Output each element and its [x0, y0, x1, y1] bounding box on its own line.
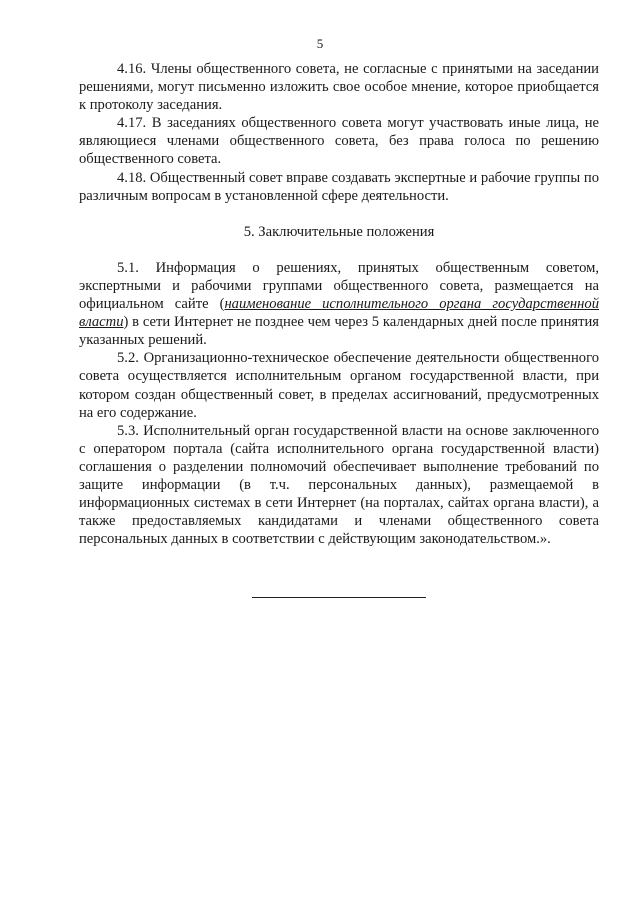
paragraph-5-2: 5.2. Организационно-техническое обеспечение деятельности общественного совета осуществляется исполнительным органом государственной власти, при котором создан общественный совет, в пределах ассигнований, предусмотренных на его содержание. [79, 350, 599, 421]
paragraph-5-1-end: ) в сети Интернет не позднее чем через 5 календарных дней после принятия указанных решений. [79, 314, 599, 349]
paragraph-5-1-start: 5.1. Информация о решениях, принятых общественным советом, экспертными и рабочими группами общественного совета, размещается на официальном сайте ( [79, 259, 599, 313]
end-divider-line [252, 597, 426, 598]
placeholder-authority-name: наименование исполнительного органа государственной власти [79, 296, 600, 331]
paragraph-4-16: 4.16. Члены общественного совета, не согласные с принятыми на заседании решениями, могут письменно изложить свое особое мнение, которое приобщается к протоколу заседания. [79, 61, 599, 114]
document-body [79, 60, 599, 548]
paragraph-4-17: 4.17. В заседаниях общественного совета могут участвовать иные лица, не являющиеся членами общественного совета, без права голоса по решению общественного совета. [79, 115, 599, 168]
paragraph-5-1 [79, 259, 599, 349]
paragraph-4-18: 4.18. Общественный совет вправе создавать экспертные и рабочие группы по различным вопросам в установленной сфере деятельности. [79, 169, 599, 204]
page-number: 5 [316, 36, 324, 51]
section-heading: 5. Заключительные положения [243, 223, 435, 240]
paragraph-5-3: 5.3. Исполнительный орган государственной власти на основе заключенного с оператором портала (сайта исполнительного органа государственной власти) соглашения о разделении полномочий обеспечивает выполнение требований по защите информации (в т.ч. персональных данных), размещаемой в информационных системах в сети Интернет (на порталах, сайтах органа власти), а также предоставляемых кандидатами и членами общественного совета персональных данных в соответствии с действующим законодательством.». [79, 422, 599, 548]
